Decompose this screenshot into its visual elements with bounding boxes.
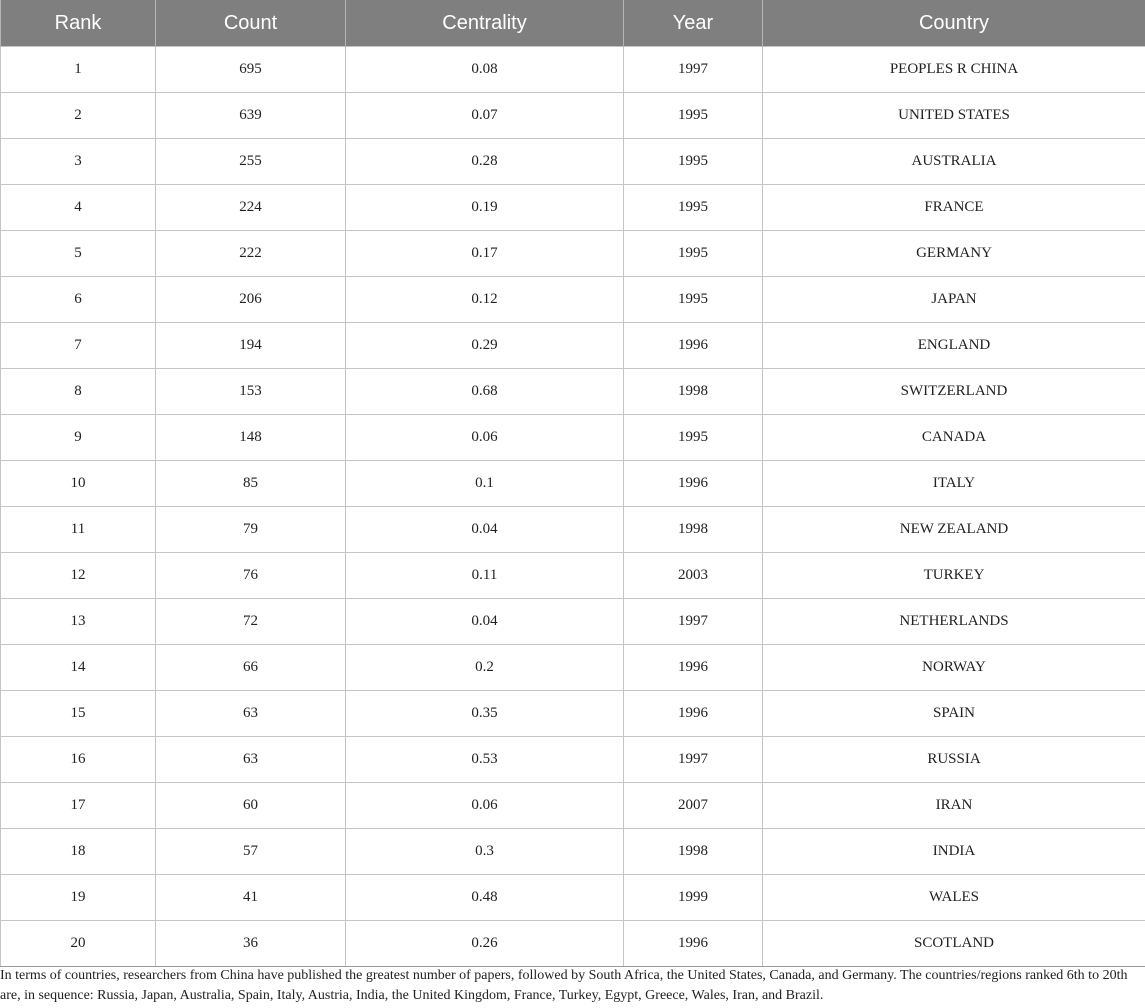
centrality-cell: 0.53 [346, 737, 624, 783]
rank-cell: 7 [1, 323, 156, 369]
year-cell: 1996 [624, 461, 763, 507]
table-row [1, 921, 1145, 967]
table-row [1, 277, 1145, 323]
column-header-year: Year [624, 0, 763, 47]
table-row [1, 47, 1145, 93]
column-header-count: Count [156, 0, 346, 47]
country-cell: NORWAY [763, 645, 1145, 691]
table-row [1, 553, 1145, 599]
centrality-cell: 0.68 [346, 369, 624, 415]
count-cell: 639 [156, 93, 346, 139]
column-header-rank: Rank [1, 0, 156, 47]
rank-cell: 10 [1, 461, 156, 507]
year-cell: 2003 [624, 553, 763, 599]
rank-cell: 18 [1, 829, 156, 875]
year-cell: 1996 [624, 921, 763, 967]
year-cell: 1995 [624, 415, 763, 461]
country-cell: ENGLAND [763, 323, 1145, 369]
rank-cell: 20 [1, 921, 156, 967]
centrality-cell: 0.12 [346, 277, 624, 323]
centrality-cell: 0.35 [346, 691, 624, 737]
country-cell: FRANCE [763, 185, 1145, 231]
table-row [1, 875, 1145, 921]
table-row [1, 461, 1145, 507]
centrality-cell: 0.04 [346, 507, 624, 553]
table-row [1, 231, 1145, 277]
count-cell: 36 [156, 921, 346, 967]
rank-cell: 15 [1, 691, 156, 737]
rank-cell: 9 [1, 415, 156, 461]
table-row [1, 691, 1145, 737]
count-cell: 85 [156, 461, 346, 507]
table-row [1, 323, 1145, 369]
column-header-country: Country [763, 0, 1145, 47]
country-cell: PEOPLES R CHINA [763, 47, 1145, 93]
country-cell: SCOTLAND [763, 921, 1145, 967]
country-cell: CANADA [763, 415, 1145, 461]
centrality-cell: 0.11 [346, 553, 624, 599]
country-cell: IRAN [763, 783, 1145, 829]
table-row [1, 507, 1145, 553]
centrality-cell: 0.17 [346, 231, 624, 277]
centrality-cell: 0.48 [346, 875, 624, 921]
centrality-cell: 0.06 [346, 415, 624, 461]
year-cell: 1995 [624, 93, 763, 139]
count-cell: 72 [156, 599, 346, 645]
table-header [1, 0, 1145, 47]
rank-cell: 14 [1, 645, 156, 691]
year-cell: 1995 [624, 231, 763, 277]
count-cell: 41 [156, 875, 346, 921]
rank-cell: 6 [1, 277, 156, 323]
year-cell: 1996 [624, 323, 763, 369]
count-cell: 76 [156, 553, 346, 599]
table-row [1, 415, 1145, 461]
centrality-cell: 0.3 [346, 829, 624, 875]
count-cell: 148 [156, 415, 346, 461]
year-cell: 2007 [624, 783, 763, 829]
centrality-cell: 0.28 [346, 139, 624, 185]
table-footnote: In terms of countries, researchers from China have published the greatest number of papers, followed by South Africa, the United States, Canada, and Germany. The countries/regions ranked 6th to 20th are, in sequence: Russia, Japan, Australia, Spain, Italy, Austria, India, the United Kingdom, France, Turkey, Egypt, Greece, Wales, Iran, and Brazil. [0, 968, 1128, 1003]
rank-cell: 16 [1, 737, 156, 783]
year-cell: 1997 [624, 47, 763, 93]
country-cell: NEW ZEALAND [763, 507, 1145, 553]
count-cell: 206 [156, 277, 346, 323]
count-cell: 63 [156, 691, 346, 737]
rank-cell: 19 [1, 875, 156, 921]
count-cell: 224 [156, 185, 346, 231]
table-row [1, 737, 1145, 783]
table-row [1, 645, 1145, 691]
centrality-cell: 0.04 [346, 599, 624, 645]
centrality-cell: 0.26 [346, 921, 624, 967]
count-cell: 63 [156, 737, 346, 783]
count-cell: 60 [156, 783, 346, 829]
year-cell: 1996 [624, 645, 763, 691]
count-cell: 222 [156, 231, 346, 277]
country-cell: NETHERLANDS [763, 599, 1145, 645]
rank-cell: 11 [1, 507, 156, 553]
year-cell: 1995 [624, 139, 763, 185]
centrality-cell: 0.19 [346, 185, 624, 231]
table-row [1, 369, 1145, 415]
header-row [1, 0, 1145, 47]
count-cell: 153 [156, 369, 346, 415]
year-cell: 1998 [624, 829, 763, 875]
count-cell: 66 [156, 645, 346, 691]
centrality-cell: 0.07 [346, 93, 624, 139]
rank-cell: 5 [1, 231, 156, 277]
rank-cell: 2 [1, 93, 156, 139]
count-cell: 79 [156, 507, 346, 553]
country-cell: WALES [763, 875, 1145, 921]
count-cell: 57 [156, 829, 346, 875]
table-row [1, 93, 1145, 139]
table-row [1, 829, 1145, 875]
count-cell: 255 [156, 139, 346, 185]
table-row [1, 185, 1145, 231]
centrality-cell: 0.08 [346, 47, 624, 93]
centrality-cell: 0.29 [346, 323, 624, 369]
country-cell: GERMANY [763, 231, 1145, 277]
centrality-cell: 0.1 [346, 461, 624, 507]
year-cell: 1998 [624, 507, 763, 553]
rank-cell: 8 [1, 369, 156, 415]
country-cell: INDIA [763, 829, 1145, 875]
centrality-cell: 0.06 [346, 783, 624, 829]
country-cell: SWITZERLAND [763, 369, 1145, 415]
rank-cell: 12 [1, 553, 156, 599]
count-cell: 695 [156, 47, 346, 93]
country-cell: SPAIN [763, 691, 1145, 737]
table-body [1, 47, 1145, 967]
centrality-cell: 0.2 [346, 645, 624, 691]
rank-cell: 13 [1, 599, 156, 645]
rank-cell: 1 [1, 47, 156, 93]
country-cell: AUSTRALIA [763, 139, 1145, 185]
year-cell: 1998 [624, 369, 763, 415]
year-cell: 1997 [624, 737, 763, 783]
table-row [1, 783, 1145, 829]
table-row [1, 599, 1145, 645]
country-cell: ITALY [763, 461, 1145, 507]
country-cell: TURKEY [763, 553, 1145, 599]
table-row [1, 139, 1145, 185]
year-cell: 1999 [624, 875, 763, 921]
year-cell: 1997 [624, 599, 763, 645]
country-cell: UNITED STATES [763, 93, 1145, 139]
year-cell: 1996 [624, 691, 763, 737]
column-header-centrality: Centrality [346, 0, 624, 47]
country-cell: RUSSIA [763, 737, 1145, 783]
country-cell: JAPAN [763, 277, 1145, 323]
year-cell: 1995 [624, 277, 763, 323]
rank-cell: 17 [1, 783, 156, 829]
rank-cell: 4 [1, 185, 156, 231]
year-cell: 1995 [624, 185, 763, 231]
rank-cell: 3 [1, 139, 156, 185]
count-cell: 194 [156, 323, 346, 369]
